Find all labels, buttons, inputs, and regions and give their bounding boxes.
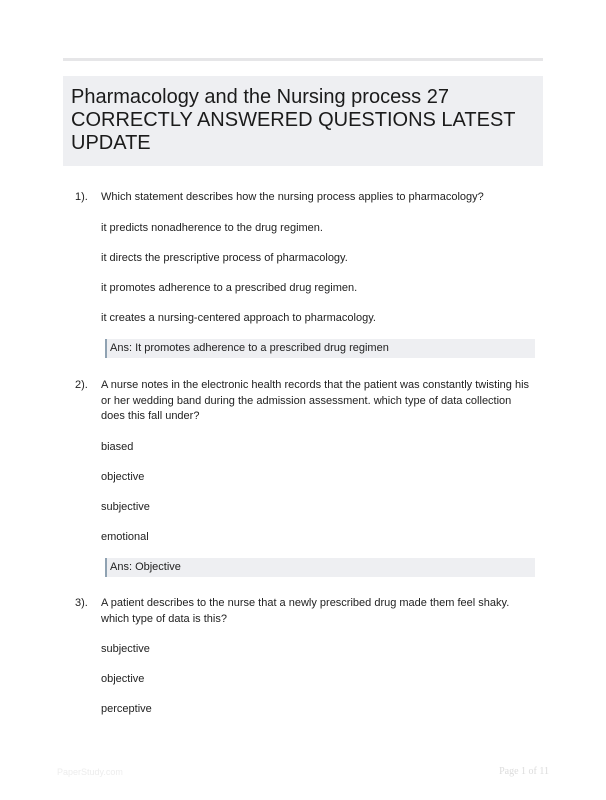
option-item: emotional (101, 530, 149, 543)
question-text: A patient describes to the nurse that a newly prescribed drug made them feel shaky. which type of data is this? (101, 597, 510, 625)
option-item: objective (101, 470, 145, 483)
option-item: perceptive (101, 703, 152, 715)
option-item: it predicts nonadherence to the drug regimen. (101, 221, 323, 234)
option-item: objective (101, 673, 145, 685)
option-item: biased (101, 440, 134, 453)
option-list (101, 221, 543, 326)
question-2 (75, 378, 543, 577)
answer-box: Ans: It promotes adherence to a prescribed drug regimen (105, 339, 535, 358)
top-divider (63, 58, 543, 61)
title-banner (63, 76, 543, 166)
document-title: Pharmacology and the Nursing process 27 CORRECTLY ANSWERED QUESTIONS LATEST UPDATE (71, 86, 516, 154)
page-number: Page 1 of 11 (499, 766, 549, 777)
option-list (101, 440, 543, 545)
option-item: it creates a nursing-centered approach to pharmacology. (101, 311, 376, 324)
footer-watermark: PaperStudy.com (57, 767, 123, 777)
answer-box: Ans: Objective (105, 558, 535, 577)
question-1 (75, 190, 543, 358)
question-number: 1). (75, 191, 88, 203)
option-item: subjective (101, 643, 150, 655)
question-number: 3). (75, 597, 88, 609)
question-text: Which statement describes how the nursing process applies to pharmacology? (101, 191, 484, 203)
question-3 (75, 596, 543, 732)
question-number: 2). (75, 379, 88, 391)
option-item: it promotes adherence to a prescribed drug regimen. (101, 281, 358, 294)
option-item: subjective (101, 500, 150, 513)
question-text: A nurse notes in the electronic health records that the patient was constantly twisting his or her wedding band during the admission assessment. which type of data collection does this fall under? (101, 379, 530, 422)
option-item: it directs the prescriptive process of pharmacology. (101, 251, 348, 264)
option-list (101, 642, 543, 717)
